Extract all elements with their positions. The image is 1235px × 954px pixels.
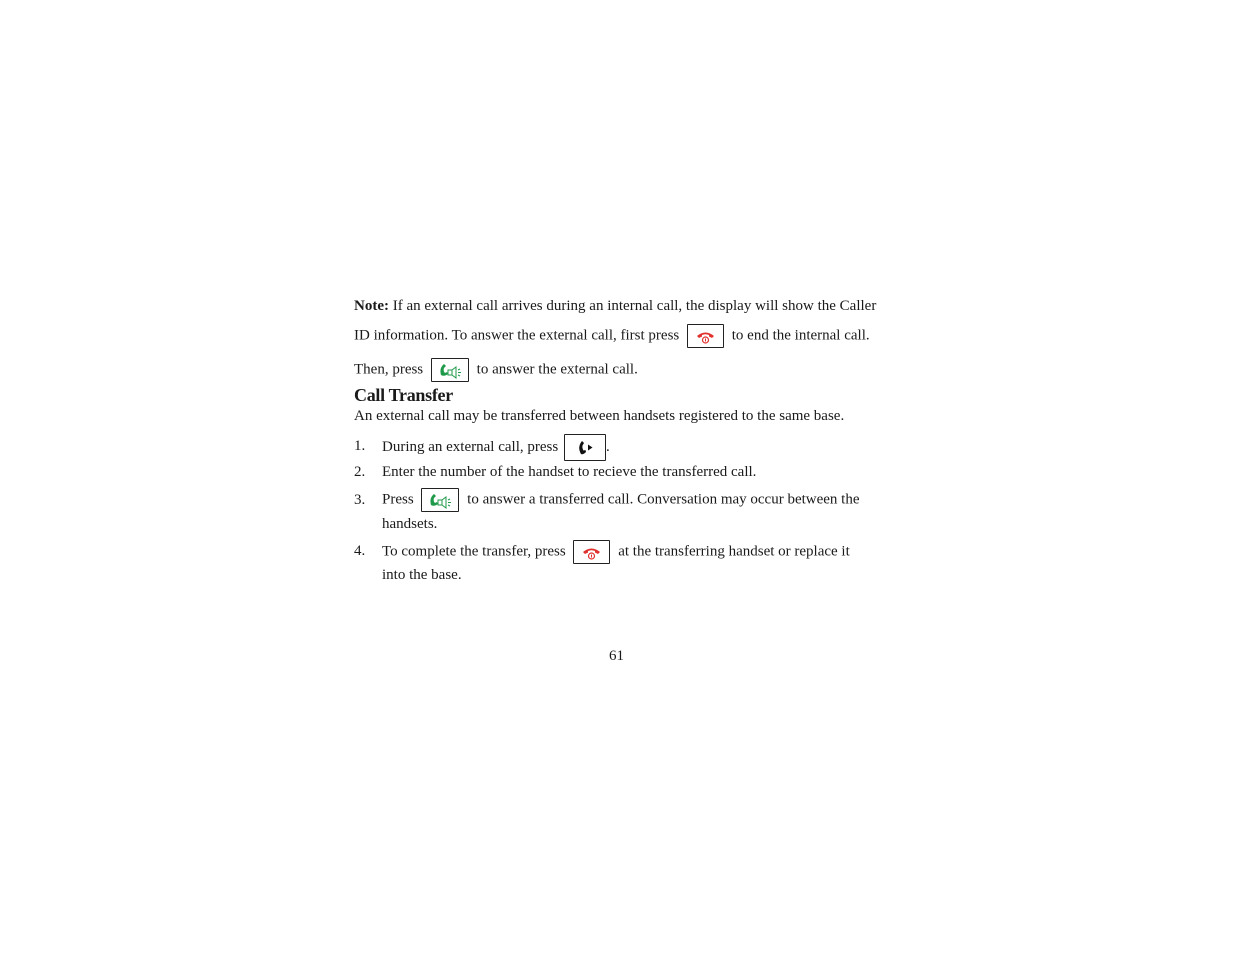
note-label: Note:: [354, 298, 389, 314]
step-1-text: [382, 434, 610, 461]
end-call-key: [687, 324, 724, 348]
step-3: [354, 488, 884, 536]
note-text-3b: to answer the external call.: [476, 361, 638, 378]
note-line-3: [354, 358, 638, 382]
step-3-text: [382, 488, 860, 512]
intercom-key: [564, 434, 606, 461]
step-4-after: at the transferring handset or replace it: [618, 543, 850, 560]
step-4-text: [382, 540, 850, 564]
note-text-1: If an external call arrives during an internal call, the display will show the Caller: [392, 298, 877, 314]
step-1-before: During an external call, press: [382, 438, 559, 455]
section-heading: Call Transfer: [354, 385, 453, 405]
step-4-before: To complete the transfer, press: [382, 543, 566, 560]
note-text-2a: ID information. To answer the external call, first press: [354, 327, 680, 344]
step-2: [354, 464, 884, 484]
step-3-after: to answer a transferred call. Conversation may occur between the: [467, 491, 860, 508]
end-call-key: [573, 540, 610, 564]
step-number: 2.: [354, 464, 366, 480]
step-3-continuation: handsets.: [382, 516, 438, 532]
talk-key: [421, 488, 459, 512]
step-number: 1.: [354, 438, 366, 454]
page-number: 61: [609, 648, 624, 664]
end-call-icon: [574, 541, 609, 563]
note-text-2b: to end the internal call.: [731, 327, 870, 344]
step-4: [354, 540, 884, 588]
step-1: [354, 434, 884, 458]
end-call-icon: [688, 325, 723, 347]
talk-speaker-icon: [422, 489, 458, 511]
talk-speaker-icon: [432, 359, 468, 381]
step-4-continuation: into the base.: [382, 567, 462, 583]
talk-key: [431, 358, 469, 382]
step-number: 4.: [354, 543, 366, 559]
step-1-after: .: [605, 438, 610, 455]
note-line-2: [354, 324, 870, 348]
step-2-text: Enter the number of the handset to recieve the transferred call.: [382, 464, 757, 480]
intercom-transfer-icon: [565, 435, 605, 460]
section-intro: An external call may be transferred between handsets registered to the same base.: [354, 408, 845, 424]
step-number: 3.: [354, 492, 366, 508]
step-3-before: Press: [382, 491, 414, 508]
note-text-3a: Then, press: [354, 361, 424, 378]
note-line-1: [354, 298, 876, 315]
